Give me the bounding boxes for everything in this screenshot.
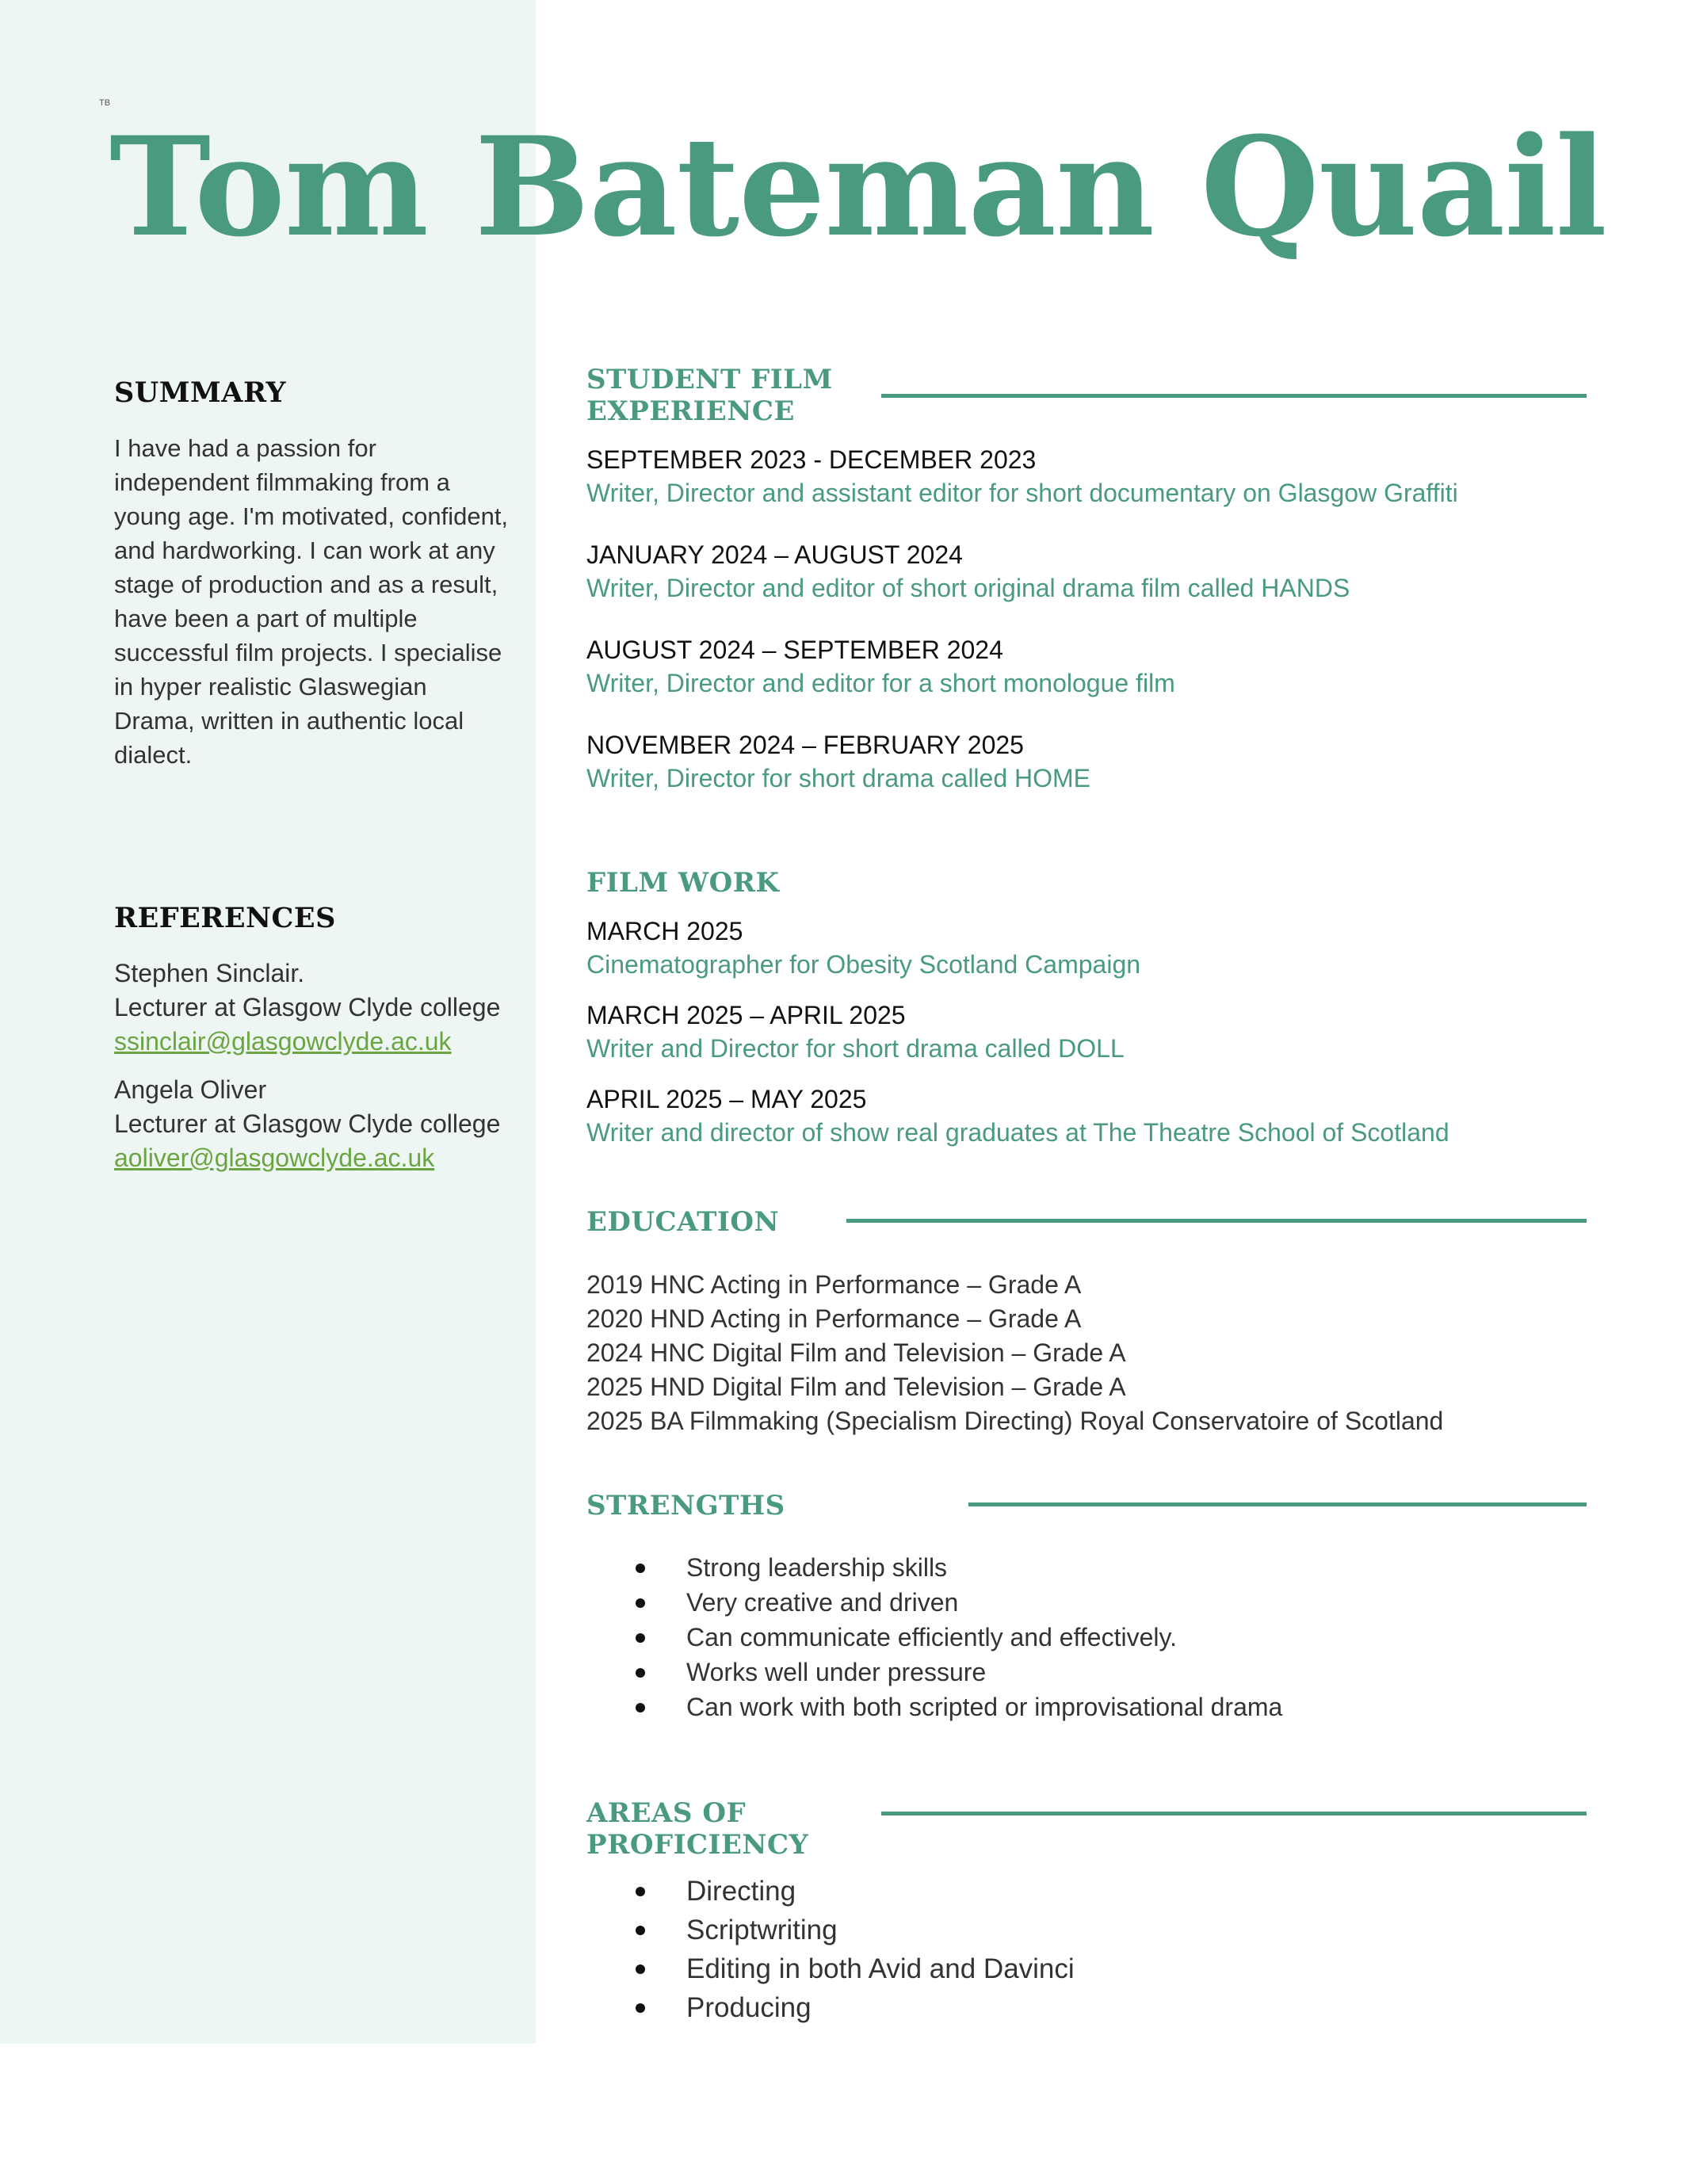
proficiency-item: Scriptwriting <box>586 1911 1587 1949</box>
proficiency-item: Editing in both Avid and Davinci <box>586 1949 1587 1988</box>
entry-date: JANUARY 2024 – AUGUST 2024 <box>586 540 963 569</box>
reference-name: Stephen Sinclair. <box>114 959 305 987</box>
section-divider <box>881 1812 1587 1816</box>
monogram: TB <box>99 98 111 108</box>
education-item: 2025 BA Filmmaking (Specialism Directing) Royal Conservatoire of Scotland <box>586 1407 1444 1435</box>
film-work-section <box>586 867 1587 1149</box>
strengths-section <box>586 1490 1587 1724</box>
student-film-heading: STUDENT FILM EXPERIENCE <box>586 364 833 427</box>
summary-text: I have had a passion for independent filmmaking from a young age. I'm motivated, confident, and hardworking. I can work at any stage of production and as a result, have been a part of multiple successful film projects. I specialise in hyper realistic Glaswegian Drama, written in authentic local dialect. <box>114 434 509 769</box>
reference-role: Lecturer at Glasgow Clyde college <box>114 1109 501 1138</box>
entry-date: MARCH 2025 – APRIL 2025 <box>586 1001 906 1029</box>
entry-date: NOVEMBER 2024 – FEBRUARY 2025 <box>586 731 1024 759</box>
film-work-heading: FILM WORK <box>586 867 780 899</box>
strengths-heading: STRENGTHS <box>586 1490 785 1522</box>
student-film-entry <box>586 538 1587 605</box>
reference-item <box>114 956 510 1059</box>
student-film-section <box>586 364 1587 795</box>
education-list <box>586 1268 1587 1438</box>
entry-role: Writer, Director for short drama called HOME <box>586 764 1091 792</box>
summary-section <box>114 376 510 772</box>
strength-item: Works well under pressure <box>586 1655 1587 1690</box>
references-heading: REFERENCES <box>114 902 336 934</box>
reference-email-link[interactable]: ssinclair@glasgowclyde.ac.uk <box>114 1027 452 1056</box>
proficiency-section <box>586 1797 1587 2027</box>
film-work-entry <box>586 998 1587 1065</box>
strengths-list <box>586 1550 1587 1724</box>
name-heading: Tom Bateman Quail <box>109 106 1606 267</box>
entry-role: Writer, Director and assistant editor for short documentary on Glasgow Graffiti <box>586 479 1458 507</box>
student-film-entry <box>586 728 1587 795</box>
entry-date: AUGUST 2024 – SEPTEMBER 2024 <box>586 636 1003 664</box>
education-item: 2019 HNC Acting in Performance – Grade A <box>586 1270 1082 1299</box>
strength-item: Strong leadership skills <box>586 1550 1587 1585</box>
education-heading: EDUCATION <box>586 1206 780 1238</box>
section-divider <box>881 394 1587 398</box>
entry-role: Writer and Director for short drama called DOLL <box>586 1034 1125 1063</box>
reference-item <box>114 1073 510 1175</box>
entry-role: Writer, Director and editor of short original drama film called HANDS <box>586 574 1350 602</box>
proficiency-item: Producing <box>586 1988 1587 2027</box>
film-work-entry <box>586 1082 1587 1149</box>
reference-name: Angela Oliver <box>114 1075 267 1104</box>
education-item: 2020 HND Acting in Performance – Grade A <box>586 1304 1082 1333</box>
strength-item: Can communicate efficiently and effectively. <box>586 1620 1587 1655</box>
entry-date: SEPTEMBER 2023 - DECEMBER 2023 <box>586 445 1037 474</box>
reference-role: Lecturer at Glasgow Clyde college <box>114 993 501 1021</box>
proficiency-item: Directing <box>586 1872 1587 1911</box>
proficiency-heading: AREAS OF PROFICIENCY <box>586 1797 809 1861</box>
education-item: 2024 HNC Digital Film and Television – Grade A <box>586 1338 1126 1367</box>
student-film-entry <box>586 443 1587 510</box>
summary-heading: SUMMARY <box>114 376 286 409</box>
strength-item: Can work with both scripted or improvisational drama <box>586 1690 1587 1724</box>
entry-date: APRIL 2025 – MAY 2025 <box>586 1085 867 1113</box>
film-work-entry <box>586 914 1587 981</box>
proficiency-list <box>586 1872 1587 2027</box>
entry-date: MARCH 2025 <box>586 917 743 945</box>
strength-item: Very creative and driven <box>586 1585 1587 1620</box>
education-section <box>586 1206 1587 1438</box>
education-item: 2025 HND Digital Film and Television – Grade A <box>586 1373 1126 1401</box>
section-divider <box>846 1219 1587 1223</box>
references-section <box>114 902 510 1189</box>
entry-role: Writer and director of show real graduates at The Theatre School of Scotland <box>586 1118 1449 1147</box>
student-film-entry <box>586 633 1587 700</box>
entry-role: Writer, Director and editor for a short monologue film <box>586 669 1175 697</box>
entry-role: Cinematographer for Obesity Scotland Campaign <box>586 950 1141 979</box>
reference-email-link[interactable]: aoliver@glasgowclyde.ac.uk <box>114 1144 435 1172</box>
section-divider <box>968 1502 1587 1506</box>
